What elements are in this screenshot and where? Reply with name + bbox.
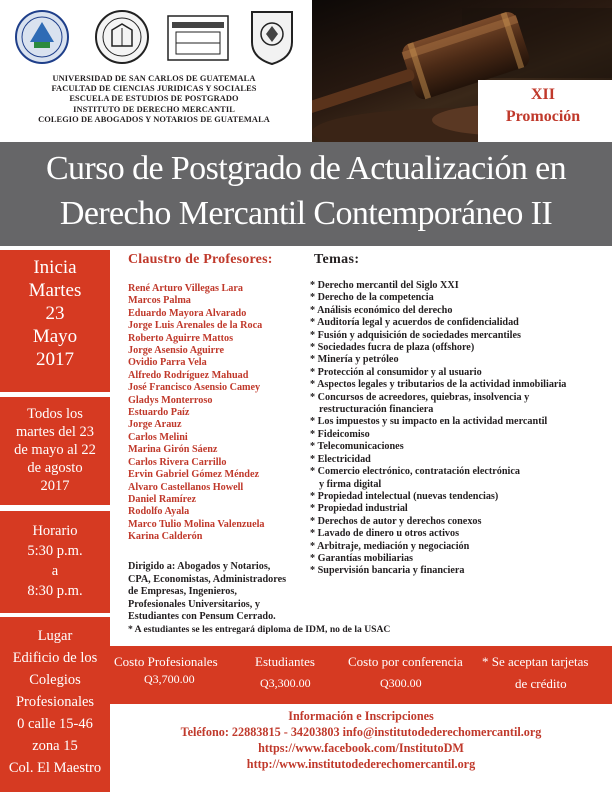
start-weekday: Martes bbox=[28, 280, 82, 301]
topic-item: * Derecho mercantil del Siglo XXI bbox=[310, 280, 459, 291]
audience-line: Dirigido a: Abogados y Notarios, bbox=[128, 561, 271, 572]
topic-item: * Comercio electrónico, contratación electrónica bbox=[310, 466, 520, 478]
topics-heading: Temas: bbox=[314, 252, 360, 267]
professor-name: Gladys Monterroso bbox=[128, 394, 213, 406]
course-title-line1: Curso de Postgrado de Actualización en bbox=[45, 150, 567, 187]
price-professionals-value: Q3,700.00 bbox=[144, 672, 195, 686]
professor-name: Marco Tulio Molina Valenzuela bbox=[128, 518, 265, 530]
topic-item: * Propiedad intelectual (nuevas tendencias) bbox=[310, 490, 499, 502]
topic-item: * Telecomunicaciones bbox=[310, 441, 404, 453]
topic-item-continuation: restructuración financiera bbox=[319, 404, 434, 416]
hours-label: Horario bbox=[32, 523, 78, 539]
audience-line: Profesionales Universitarios, y bbox=[128, 598, 260, 610]
promotion-word: Promoción bbox=[505, 108, 581, 125]
institution-line: UNIVERSIDAD DE SAN CARLOS DE GUATEMALA bbox=[52, 74, 256, 83]
place-line: zona 15 bbox=[32, 738, 78, 754]
usac-seal-icon bbox=[14, 8, 70, 66]
topic-item: * Sociedades fucra de plaza (offshore) bbox=[310, 342, 475, 354]
professor-name: Ervin Gabriel Gómez Méndez bbox=[128, 469, 259, 481]
start-day: 23 bbox=[45, 303, 65, 324]
institution-line: FACULTAD DE CIENCIAS JURIDICAS Y SOCIALES bbox=[51, 84, 257, 94]
promotion-label bbox=[478, 84, 608, 128]
colegio-abogados-seal-icon bbox=[244, 8, 300, 66]
hours-box bbox=[0, 511, 110, 613]
start-year: 2017 bbox=[36, 349, 74, 370]
audience-line: CPA, Economistas, Administradores bbox=[128, 573, 287, 585]
start-month: Mayo bbox=[32, 326, 78, 347]
professor-name: Alfredo Rodríguez Mahuad bbox=[128, 369, 249, 381]
postgrado-logo-icon bbox=[166, 8, 230, 66]
place-box bbox=[0, 617, 110, 792]
start-date-box bbox=[0, 250, 110, 392]
schedule-line: 2017 bbox=[40, 478, 70, 494]
audience-text bbox=[128, 561, 286, 624]
topic-item: * Auditoría legal y acuerdos de confidencialidad bbox=[310, 317, 519, 329]
topic-item: * Fusión y adquisición de sociedades mercantiles bbox=[310, 329, 521, 341]
cards-note-line2: de crédito bbox=[515, 676, 567, 691]
website-link[interactable]: http://www.institutodederechomercantil.org bbox=[246, 757, 476, 771]
professors-heading: Claustro de Profesores: bbox=[128, 252, 273, 267]
professor-name: Carlos Melini bbox=[128, 431, 188, 443]
topic-item: * Derechos de autor y derechos conexos bbox=[310, 515, 482, 527]
professor-name: Marcos Palma bbox=[128, 295, 191, 307]
professor-name: Ovidio Parra Vela bbox=[128, 357, 207, 369]
hours-separator: a bbox=[51, 563, 59, 579]
contact-block bbox=[110, 708, 612, 772]
hours-start: 5:30 p.m. bbox=[27, 543, 83, 559]
price-conference-value: Q300.00 bbox=[380, 676, 422, 690]
institution-line: INSTITUTO DE DERECHO MERCANTIL bbox=[73, 104, 235, 114]
place-line: Col. El Maestro bbox=[8, 760, 102, 776]
topic-item: * Garantías mobiliarias bbox=[310, 552, 414, 564]
course-title-line2: Derecho Mercantil Contemporáneo II bbox=[59, 195, 553, 232]
professor-name: Marina Girón Sáenz bbox=[128, 444, 218, 456]
start-label: Inicia bbox=[33, 257, 77, 278]
topic-item: * Protección al consumidor y al usuario bbox=[310, 366, 482, 378]
place-line: Lugar bbox=[37, 628, 73, 644]
place-line: 0 calle 15-46 bbox=[17, 716, 93, 732]
institution-list bbox=[24, 74, 284, 125]
place-line: Edificio de los bbox=[12, 650, 98, 666]
contact-phone-email[interactable]: Teléfono: 22883815 - 34203803 info@institutodederechomercantil.org bbox=[180, 725, 542, 739]
course-title bbox=[0, 146, 612, 236]
topic-item: * Lavado de dinero u otros activos bbox=[310, 528, 460, 540]
place-line: Profesionales bbox=[15, 694, 95, 710]
schedule-line: martes del 23 bbox=[15, 424, 95, 440]
topic-item: * Electricidad bbox=[310, 453, 371, 465]
professor-name: Jorge Arauz bbox=[128, 419, 182, 431]
professor-name: Daniel Ramírez bbox=[128, 493, 196, 505]
professor-name: René Arturo Villegas Lara bbox=[128, 283, 243, 294]
professor-name: Alvaro Castellanos Howell bbox=[128, 481, 244, 493]
professor-name: Rodolfo Ayala bbox=[128, 506, 190, 518]
promotion-number: XII bbox=[530, 86, 555, 103]
professor-name: Estuardo Paíz bbox=[128, 407, 190, 419]
professor-name: Eduardo Mayora Alvarado bbox=[128, 307, 247, 319]
institution-line: COLEGIO DE ABOGADOS Y NOTARIOS DE GUATEMALA bbox=[38, 114, 270, 124]
facebook-link[interactable]: https://www.facebook.com/InstitutoDM bbox=[258, 741, 464, 755]
schedule-line: de agosto bbox=[27, 460, 83, 476]
cards-note-line1: * Se aceptan tarjetas bbox=[482, 654, 589, 669]
contact-heading: Información e Inscripciones bbox=[288, 709, 434, 723]
faculty-seal-icon bbox=[94, 8, 150, 66]
professor-name: Jorge Asensio Aguirre bbox=[128, 345, 225, 357]
topic-item: * Los impuestos y su impacto en la actividad mercantil bbox=[310, 416, 548, 428]
price-students-label: Estudiantes bbox=[255, 654, 315, 669]
professor-name: José Francisco Asensio Camey bbox=[128, 382, 261, 394]
schedule-line: Todos los bbox=[27, 406, 83, 422]
professor-name: Carlos Rivera Carrillo bbox=[128, 456, 227, 468]
price-professionals-label: Costo Profesionales bbox=[114, 654, 218, 669]
price-students-value: Q3,300.00 bbox=[260, 676, 311, 690]
hours-end: 8:30 p.m. bbox=[27, 583, 83, 599]
topic-item: * Minería y petróleo bbox=[310, 354, 399, 366]
professor-name: Karina Calderón bbox=[128, 531, 203, 543]
professor-list bbox=[128, 283, 265, 544]
topic-item: * Supervisión bancaria y financiera bbox=[310, 565, 465, 577]
price-bar bbox=[110, 646, 612, 704]
topic-item-continuation: y firma digital bbox=[319, 478, 382, 490]
place-line: Colegios bbox=[29, 672, 81, 688]
topic-item: * Análisis económico del derecho bbox=[310, 304, 453, 316]
professor-name: Roberto Aguirre Mattos bbox=[128, 332, 234, 344]
schedule-line: de mayo al 22 bbox=[14, 442, 96, 458]
topic-item: * Arbitraje, mediación y negociación bbox=[310, 540, 470, 552]
audience-line: Estudiantes con Pensum Cerrado. bbox=[128, 611, 276, 623]
topic-list bbox=[310, 280, 566, 578]
topic-item: * Fideicomiso bbox=[310, 428, 370, 440]
topic-item: * Concursos de acreedores, quiebras, insolvencia y bbox=[310, 391, 530, 403]
diploma-note: * A estudiantes se les entregará diploma de IDM, no de la USAC bbox=[128, 624, 391, 635]
institution-line: ESCUELA DE ESTUDIOS DE POSTGRADO bbox=[69, 94, 239, 104]
topic-item: * Derecho de la competencia bbox=[310, 292, 434, 304]
topic-item: * Aspectos legales y tributarios de la actividad inmobiliaria bbox=[310, 379, 567, 391]
audience-line: de Empresas, Ingenieros, bbox=[128, 586, 237, 598]
professor-name: Jorge Luis Arenales de la Roca bbox=[128, 320, 263, 332]
topic-item: * Propiedad industrial bbox=[310, 503, 408, 515]
schedule-days-box bbox=[0, 397, 110, 505]
price-conference-label: Costo por conferencia bbox=[348, 654, 463, 669]
